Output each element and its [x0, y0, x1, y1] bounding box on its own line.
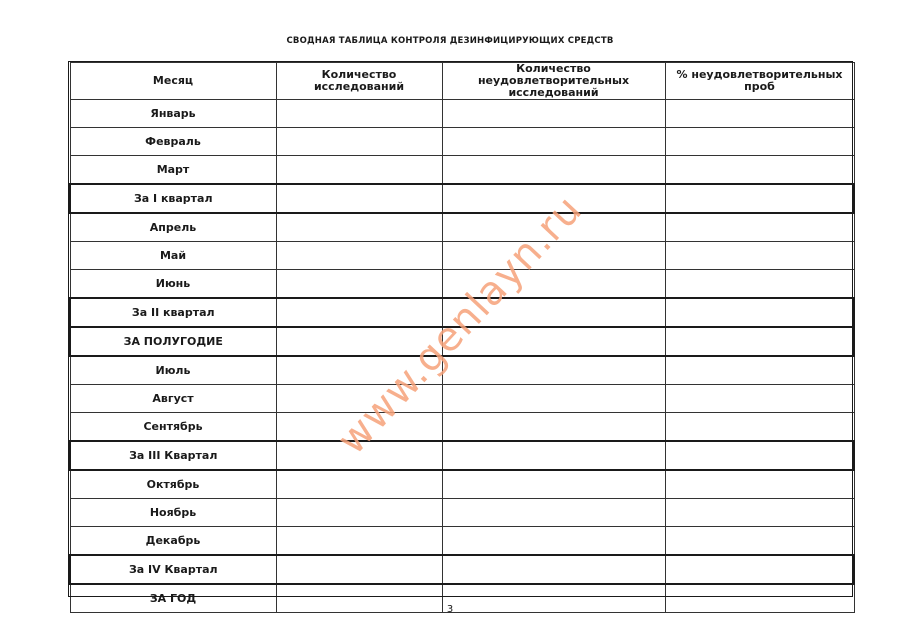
unsatisfactory-percent-cell[interactable]	[665, 413, 854, 442]
month-label: За I квартал	[70, 184, 276, 213]
month-label: За IV Квартал	[70, 555, 276, 584]
unsatisfactory-count-cell[interactable]	[442, 385, 665, 413]
unsatisfactory-percent-cell[interactable]	[665, 298, 854, 327]
unsatisfactory-count-cell[interactable]	[442, 356, 665, 385]
month-label: Август	[70, 385, 276, 413]
table-header-row	[70, 63, 854, 100]
table-row	[70, 128, 854, 156]
table-row	[70, 356, 854, 385]
tests-count-cell[interactable]	[276, 527, 442, 556]
page-number: 3	[446, 604, 454, 615]
month-label: Январь	[70, 100, 276, 128]
unsatisfactory-percent-cell[interactable]	[665, 242, 854, 270]
header-month: Месяц	[70, 63, 276, 100]
unsatisfactory-percent-cell[interactable]	[665, 527, 854, 556]
month-label: Апрель	[70, 213, 276, 242]
month-label: Март	[70, 156, 276, 185]
unsatisfactory-count-cell[interactable]	[442, 156, 665, 185]
table-row	[70, 213, 854, 242]
month-label: ЗА ГОД	[70, 584, 276, 613]
unsatisfactory-percent-cell[interactable]	[665, 385, 854, 413]
unsatisfactory-percent-cell[interactable]	[665, 213, 854, 242]
unsatisfactory-percent-cell[interactable]	[665, 470, 854, 499]
month-label: За II квартал	[70, 298, 276, 327]
unsatisfactory-percent-cell[interactable]	[665, 156, 854, 185]
table-row	[70, 555, 854, 584]
header-unsatisfactory-percent: % неудовлетворительных проб	[665, 63, 854, 100]
unsatisfactory-count-cell[interactable]	[442, 441, 665, 470]
header-unsatisfactory-count: Количество неудовлетворительных исследований	[442, 63, 665, 100]
unsatisfactory-percent-cell[interactable]	[665, 327, 854, 356]
month-label: Июнь	[70, 270, 276, 299]
tests-count-cell[interactable]	[276, 100, 442, 128]
tests-count-cell[interactable]	[276, 156, 442, 185]
unsatisfactory-count-cell[interactable]	[442, 413, 665, 442]
table-row	[70, 527, 854, 556]
tests-count-cell[interactable]	[276, 242, 442, 270]
unsatisfactory-percent-cell[interactable]	[665, 100, 854, 128]
unsatisfactory-count-cell[interactable]	[442, 470, 665, 499]
month-label: Октябрь	[70, 470, 276, 499]
month-label: Май	[70, 242, 276, 270]
table-row	[70, 441, 854, 470]
table-row	[70, 242, 854, 270]
unsatisfactory-percent-cell[interactable]	[665, 184, 854, 213]
table-row	[70, 413, 854, 442]
month-label: ЗА ПОЛУГОДИЕ	[70, 327, 276, 356]
unsatisfactory-percent-cell[interactable]	[665, 499, 854, 527]
table-row	[70, 184, 854, 213]
unsatisfactory-percent-cell[interactable]	[665, 128, 854, 156]
tests-count-cell[interactable]	[276, 184, 442, 213]
unsatisfactory-percent-cell[interactable]	[665, 270, 854, 299]
month-label: Ноябрь	[70, 499, 276, 527]
unsatisfactory-count-cell[interactable]	[442, 128, 665, 156]
tests-count-cell[interactable]	[276, 555, 442, 584]
unsatisfactory-count-cell[interactable]	[442, 100, 665, 128]
month-label: Сентябрь	[70, 413, 276, 442]
tests-count-cell[interactable]	[276, 298, 442, 327]
month-label: Июль	[70, 356, 276, 385]
unsatisfactory-percent-cell[interactable]	[665, 356, 854, 385]
table-row	[70, 385, 854, 413]
tests-count-cell[interactable]	[276, 128, 442, 156]
month-label: Февраль	[70, 128, 276, 156]
unsatisfactory-count-cell[interactable]	[442, 527, 665, 556]
unsatisfactory-count-cell[interactable]	[442, 555, 665, 584]
document-title: СВОДНАЯ ТАБЛИЦА КОНТРОЛЯ ДЕЗИНФИЦИРУЮЩИХ СРЕДСТВ	[286, 36, 614, 46]
table-row	[70, 100, 854, 128]
tests-count-cell[interactable]	[276, 270, 442, 299]
unsatisfactory-percent-cell[interactable]	[665, 441, 854, 470]
tests-count-cell[interactable]	[276, 213, 442, 242]
unsatisfactory-percent-cell[interactable]	[665, 555, 854, 584]
tests-count-cell[interactable]	[276, 499, 442, 527]
month-label: Декабрь	[70, 527, 276, 556]
month-label: За III Квартал	[70, 441, 276, 470]
header-tests-count: Количество исследований	[276, 63, 442, 100]
watermark-text: www.genlayn.ru	[328, 186, 592, 464]
table-row	[70, 499, 854, 527]
unsatisfactory-count-cell[interactable]	[442, 499, 665, 527]
table-row	[70, 156, 854, 185]
table-row	[70, 470, 854, 499]
